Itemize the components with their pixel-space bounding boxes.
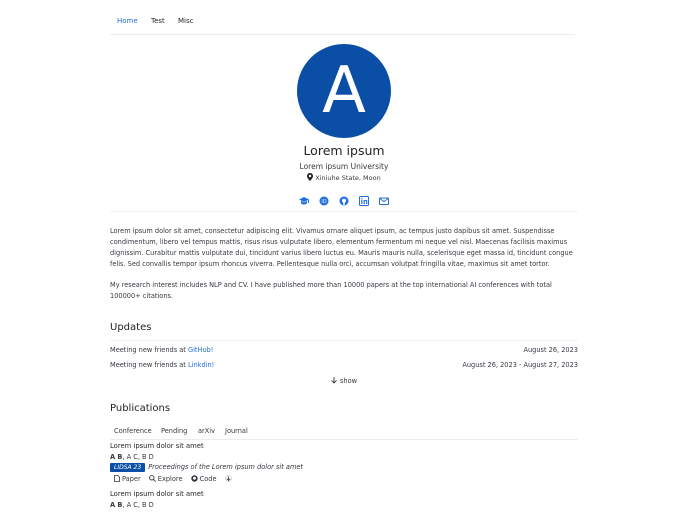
search-icon [149,475,156,482]
publication-links [114,475,240,483]
nav-test[interactable]: Test [151,17,165,25]
profile-affiliation: Lorem ipsum University [299,162,389,171]
social-links [0,185,688,204]
publication-title: Lorem ipsum dolor sit amet [110,490,204,498]
updates-heading: Updates [110,322,152,333]
location-text: Xiniuhe State, Moon [315,174,381,182]
author-list: , A C, B D [122,501,154,509]
paper-button[interactable] [114,475,141,483]
author-highlight: A B [110,453,123,461]
publication-authors [110,453,154,461]
code-label: Code [199,475,217,483]
profile-name: Lorem ipsum [303,143,385,158]
tab-arxiv[interactable]: arXiv [198,427,216,435]
publication-venue [110,463,303,472]
venue-text: Proceedings of the Lorem ipsum dolor sit amet [148,463,304,471]
document-icon [114,475,120,482]
profile-divider [110,211,578,212]
venue-badge: LIDSA 23 [110,463,145,472]
bio-paragraph: Lorem ipsum dolor sit amet, consectetur adipiscing elit. Vivamus ornare aliquet ipsum, ac tempus justo dapibus sit amet. Suspendisse condimentum, libero vel tempus mattis, risus risus vulputate libero, elementum fermentum mi neque vel nisl. Maecenas facilisis maximus dignissim. Curabitur mattis vulputate dui, tincidunt varius libero luctus eu. Mauris mauris nulla, scelerisque eget massa id, tincidunt congue felis. Sed convallis tempor ipsum rhoncus viverra. Pellentesque nulla orci, accumsan volutpat fringilla vitae, maximus sit amet tortor. [110,227,573,268]
bio [110,226,578,312]
linkedin-icon[interactable] [359,191,369,201]
mail-icon[interactable] [379,191,389,201]
show-more-button[interactable] [0,377,688,385]
nav-home[interactable]: Home [117,17,138,25]
expand-button[interactable] [225,475,234,483]
publication-title: Lorem ipsum dolor sit amet [110,442,204,450]
tab-pending[interactable]: Pending [161,427,188,435]
update-text: Meeting new friends at [110,346,188,354]
show-label: show [339,377,358,385]
profile-location [0,173,688,182]
arrow-down-icon [225,475,232,482]
tab-journal[interactable]: Journal [225,427,248,435]
explore-label: Explore [157,475,183,483]
publication-authors [110,501,154,509]
code-button[interactable] [191,475,217,483]
update-text: Meeting new friends at [110,361,188,369]
github-icon [191,475,198,482]
updates-divider [110,340,578,341]
update-row [110,361,578,369]
update-link-linkedin[interactable]: Linkdin! [187,361,215,369]
github-icon[interactable] [339,191,349,201]
explore-button[interactable] [149,475,183,483]
top-nav [110,14,575,35]
update-date: August 26, 2023 - August 27, 2023 [462,361,578,369]
update-date: August 26, 2023 [523,346,578,354]
avatar: A [297,44,391,138]
graduation-cap-icon[interactable] [299,191,309,201]
paper-label: Paper [122,475,141,483]
author-list: , A C, B D [122,453,154,461]
nav-misc[interactable]: Misc [178,17,194,25]
publications-heading: Publications [110,403,171,414]
svg-text:iD: iD [321,198,327,205]
publication-tabs [110,424,578,440]
author-highlight: A B [110,501,123,509]
update-row [110,346,578,354]
update-link-github[interactable]: GitHub! [187,346,214,354]
tab-conference[interactable]: Conference [114,427,152,435]
bio-paragraph: My research interest includes NLP and CV. I have published more than 10000 papers at the top international AI conferences with total 100000+ citations. [110,281,552,300]
orcid-icon[interactable] [319,191,329,205]
arrow-down-icon [331,377,337,384]
map-pin-icon [307,173,313,181]
